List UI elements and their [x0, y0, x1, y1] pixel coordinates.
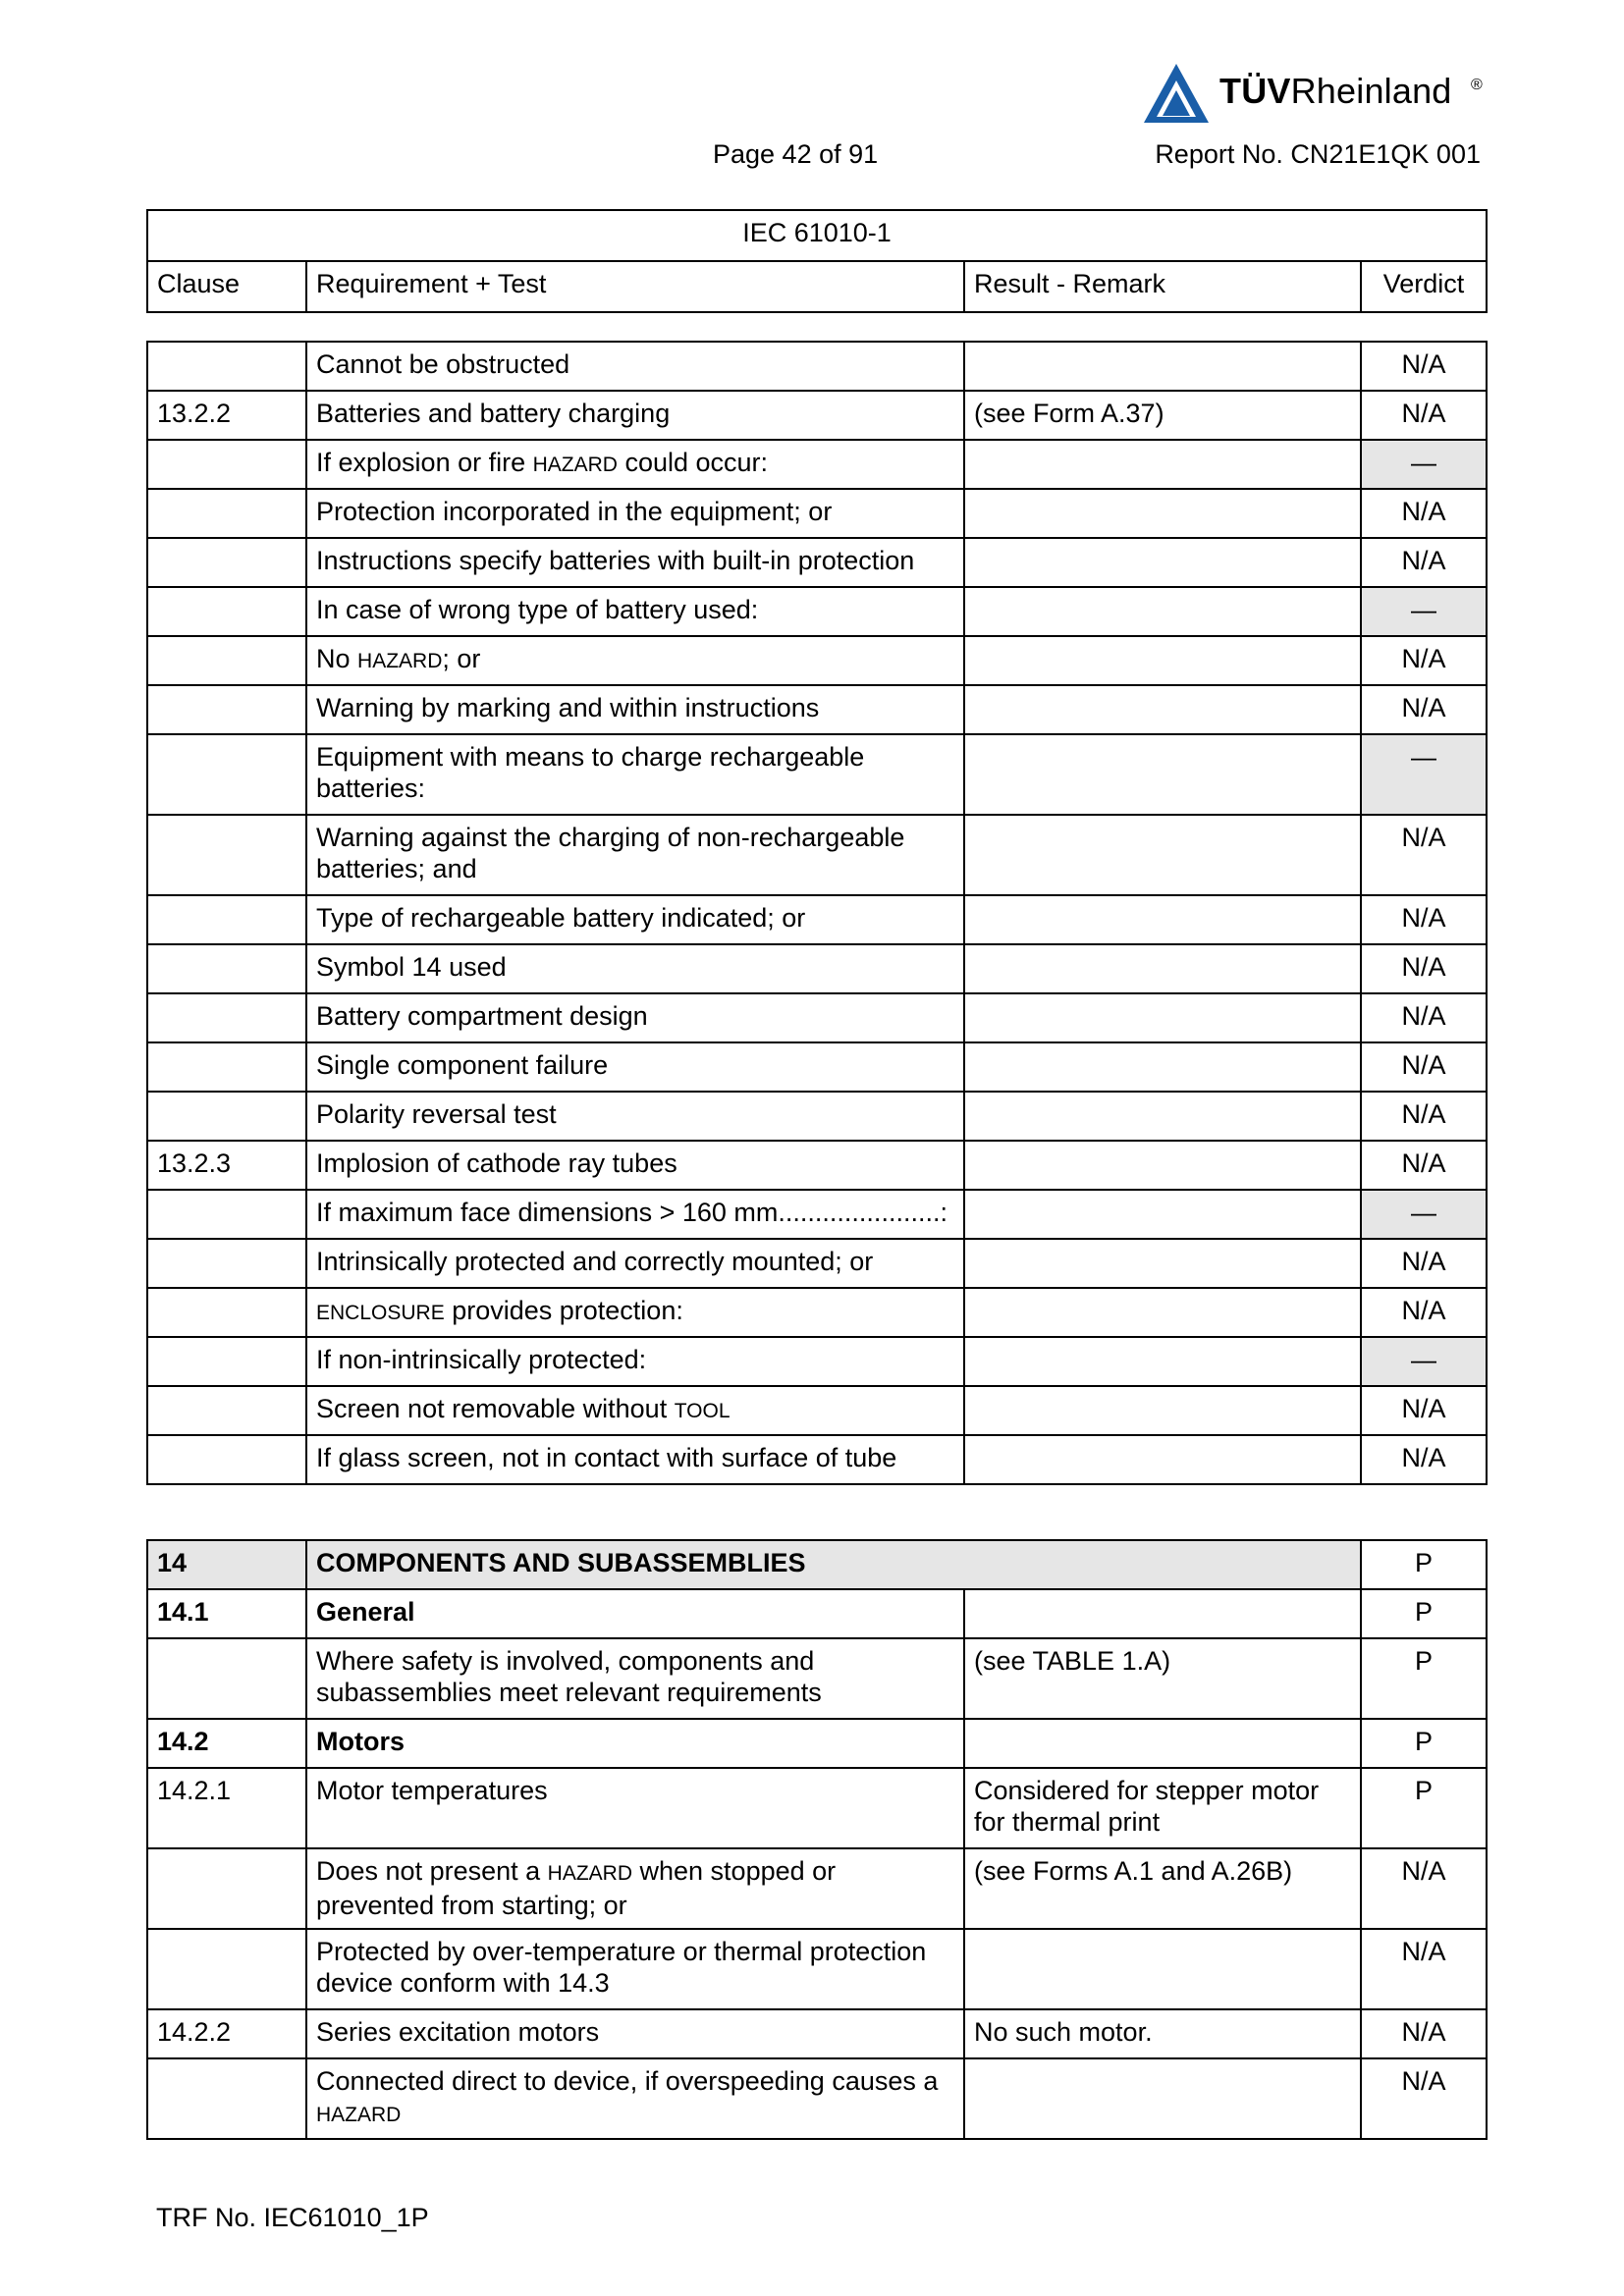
column-header-result: Result - Remark [964, 261, 1361, 312]
result-cell [964, 895, 1361, 944]
column-header-requirement: Requirement + Test [306, 261, 964, 312]
verdict-cell: P [1361, 1540, 1487, 1589]
requirement-cell: If maximum face dimensions > 160 mm......................: [306, 1190, 964, 1239]
requirement-cell: If non-intrinsically protected: [306, 1337, 964, 1386]
clause-cell [147, 1337, 306, 1386]
requirement-cell: Battery compartment design [306, 993, 964, 1042]
table-row [147, 1638, 1487, 1719]
table-row [147, 993, 1487, 1042]
result-cell [964, 1190, 1361, 1239]
result-cell: Considered for stepper motor for thermal print [964, 1768, 1361, 1848]
clause-cell [147, 489, 306, 538]
verdict-cell: P [1361, 1768, 1487, 1848]
requirement-cell: Warning against the charging of non-rechargeable batteries; and [306, 815, 964, 895]
clause-cell: 14.2.1 [147, 1768, 306, 1848]
clause-cell [147, 993, 306, 1042]
clause-cell [147, 1190, 306, 1239]
clause-cell: 14.2 [147, 1719, 306, 1768]
verdict-cell: P [1361, 1589, 1487, 1638]
clause-cell [147, 895, 306, 944]
table-row [147, 2009, 1487, 2058]
requirement-cell: Motors [306, 1719, 964, 1768]
verdict-cell: N/A [1361, 1848, 1487, 1929]
section-heading-row [147, 1540, 1487, 1589]
result-cell: (see Form A.37) [964, 391, 1361, 440]
result-cell [964, 1239, 1361, 1288]
requirement-cell: Batteries and battery charging [306, 391, 964, 440]
clause-cell [147, 1239, 306, 1288]
result-cell [964, 1288, 1361, 1337]
requirement-cell: Intrinsically protected and correctly mounted; or [306, 1239, 964, 1288]
requirement-cell: Single component failure [306, 1042, 964, 1092]
result-cell [964, 1042, 1361, 1092]
verdict-cell: N/A [1361, 1042, 1487, 1092]
verdict-cell: N/A [1361, 391, 1487, 440]
result-cell [964, 1337, 1361, 1386]
requirement-cell: Symbol 14 used [306, 944, 964, 993]
requirement-cell: Protection incorporated in the equipment; or [306, 489, 964, 538]
clause-cell [147, 685, 306, 734]
verdict-cell: N/A [1361, 944, 1487, 993]
result-cell: No such motor. [964, 2009, 1361, 2058]
verdict-cell: N/A [1361, 538, 1487, 587]
clause-cell [147, 1929, 306, 2009]
result-cell [964, 1386, 1361, 1435]
table-row [147, 1435, 1487, 1484]
clause-cell [147, 1848, 306, 1929]
requirement-cell: Screen not removable without TOOL [306, 1386, 964, 1435]
clause-cell [147, 1092, 306, 1141]
requirement-cell: Where safety is involved, components and subassemblies meet relevant requirements [306, 1638, 964, 1719]
result-cell [964, 636, 1361, 685]
requirement-cell: If glass screen, not in contact with surface of tube [306, 1435, 964, 1484]
requirement-cell: If explosion or fire HAZARD could occur: [306, 440, 964, 489]
requirement-cell: Motor temperatures [306, 1768, 964, 1848]
requirements-table-14 [146, 1539, 1488, 2140]
result-cell [964, 1435, 1361, 1484]
table-row [147, 2058, 1487, 2139]
clause-cell [147, 587, 306, 636]
verdict-cell: — [1361, 1337, 1487, 1386]
result-cell [964, 944, 1361, 993]
column-header-verdict: Verdict [1361, 261, 1487, 312]
verdict-cell: N/A [1361, 2058, 1487, 2139]
requirement-cell: Instructions specify batteries with built-in protection [306, 538, 964, 587]
result-cell [964, 1141, 1361, 1190]
section-title: COMPONENTS AND SUBASSEMBLIES [306, 1540, 1361, 1589]
registered-mark: ® [1471, 77, 1483, 93]
table-row [147, 1042, 1487, 1092]
clause-cell [147, 538, 306, 587]
clause-cell [147, 1638, 306, 1719]
verdict-cell: N/A [1361, 636, 1487, 685]
result-cell [964, 734, 1361, 815]
table-row [147, 1190, 1487, 1239]
result-cell [964, 489, 1361, 538]
verdict-cell: N/A [1361, 895, 1487, 944]
verdict-cell: N/A [1361, 1092, 1487, 1141]
clause-cell [147, 815, 306, 895]
table-row [147, 440, 1487, 489]
verdict-cell: N/A [1361, 1435, 1487, 1484]
requirement-cell: ENCLOSURE provides protection: [306, 1288, 964, 1337]
requirement-cell: Protected by over-temperature or thermal protection device conform with 14.3 [306, 1929, 964, 2009]
table-row [147, 489, 1487, 538]
result-cell [964, 440, 1361, 489]
requirements-table-13 [146, 341, 1488, 1485]
verdict-cell: N/A [1361, 1239, 1487, 1288]
table-row [147, 734, 1487, 815]
result-cell: (see Forms A.1 and A.26B) [964, 1848, 1361, 1929]
result-cell [964, 993, 1361, 1042]
result-cell [964, 1589, 1361, 1638]
triangle-logo-icon [1141, 61, 1212, 126]
clause-cell [147, 944, 306, 993]
tuv-rheinland-logo [1141, 61, 1487, 128]
table-row [147, 1386, 1487, 1435]
verdict-cell: N/A [1361, 1929, 1487, 2009]
table-row [147, 1929, 1487, 2009]
requirement-cell: Equipment with means to charge rechargeable batteries: [306, 734, 964, 815]
table-row [147, 895, 1487, 944]
result-cell [964, 1929, 1361, 2009]
clause-cell [147, 636, 306, 685]
clause-cell [147, 2058, 306, 2139]
requirement-cell: Type of rechargeable battery indicated; or [306, 895, 964, 944]
clause-cell [147, 440, 306, 489]
requirement-cell: No HAZARD; or [306, 636, 964, 685]
clause-cell: 13.2.3 [147, 1141, 306, 1190]
trf-number: TRF No. IEC61010_1P [156, 2203, 429, 2232]
verdict-cell: N/A [1361, 2009, 1487, 2058]
verdict-cell: P [1361, 1719, 1487, 1768]
verdict-cell: — [1361, 440, 1487, 489]
table-row [147, 1768, 1487, 1848]
clause-cell: 14.2.2 [147, 2009, 306, 2058]
verdict-cell: — [1361, 734, 1487, 815]
requirement-cell: General [306, 1589, 964, 1638]
verdict-cell: N/A [1361, 993, 1487, 1042]
table-row [147, 342, 1487, 391]
table-row [147, 391, 1487, 440]
table-row [147, 1589, 1487, 1638]
verdict-cell: N/A [1361, 815, 1487, 895]
table-row [147, 685, 1487, 734]
result-cell [964, 2058, 1361, 2139]
result-cell [964, 342, 1361, 391]
table-row [147, 1288, 1487, 1337]
verdict-cell: — [1361, 1190, 1487, 1239]
clause-cell: 13.2.2 [147, 391, 306, 440]
requirement-cell: Connected direct to device, if overspeeding causes a HAZARD [306, 2058, 964, 2139]
verdict-cell: N/A [1361, 342, 1487, 391]
standard-title: IEC 61010-1 [147, 210, 1487, 261]
requirement-cell: Warning by marking and within instructions [306, 685, 964, 734]
result-cell [964, 538, 1361, 587]
table-row [147, 587, 1487, 636]
result-cell: (see TABLE 1.A) [964, 1638, 1361, 1719]
clause-cell: 14.1 [147, 1589, 306, 1638]
result-cell [964, 815, 1361, 895]
table-row [147, 1239, 1487, 1288]
table-row [147, 1848, 1487, 1929]
requirement-cell: In case of wrong type of battery used: [306, 587, 964, 636]
clause-cell: 14 [147, 1540, 306, 1589]
result-cell [964, 1719, 1361, 1768]
verdict-cell: N/A [1361, 685, 1487, 734]
table-row [147, 636, 1487, 685]
clause-cell [147, 734, 306, 815]
table-row [147, 538, 1487, 587]
table-row [147, 815, 1487, 895]
report-number: Report No. CN21E1QK 001 [1155, 139, 1481, 169]
clause-cell [147, 1288, 306, 1337]
result-cell [964, 685, 1361, 734]
clause-cell [147, 342, 306, 391]
requirement-cell: Does not present a HAZARD when stopped or prevented from starting; or [306, 1848, 964, 1929]
column-header-clause: Clause [147, 261, 306, 312]
verdict-cell: — [1361, 587, 1487, 636]
result-cell [964, 587, 1361, 636]
table-row [147, 1719, 1487, 1768]
requirement-cell: Implosion of cathode ray tubes [306, 1141, 964, 1190]
verdict-cell: N/A [1361, 1288, 1487, 1337]
clause-cell [147, 1042, 306, 1092]
requirement-cell: Polarity reversal test [306, 1092, 964, 1141]
table-row [147, 1141, 1487, 1190]
table-row [147, 944, 1487, 993]
table-header [146, 209, 1488, 313]
verdict-cell: N/A [1361, 489, 1487, 538]
table-row [147, 1092, 1487, 1141]
page-number: Page 42 of 91 [713, 139, 879, 169]
verdict-cell: N/A [1361, 1386, 1487, 1435]
requirement-cell: Series excitation motors [306, 2009, 964, 2058]
requirement-cell: Cannot be obstructed [306, 342, 964, 391]
brand-name: TÜVRheinland [1219, 71, 1452, 111]
result-cell [964, 1092, 1361, 1141]
clause-cell [147, 1386, 306, 1435]
table-row [147, 1337, 1487, 1386]
verdict-cell: N/A [1361, 1141, 1487, 1190]
verdict-cell: P [1361, 1638, 1487, 1719]
clause-cell [147, 1435, 306, 1484]
